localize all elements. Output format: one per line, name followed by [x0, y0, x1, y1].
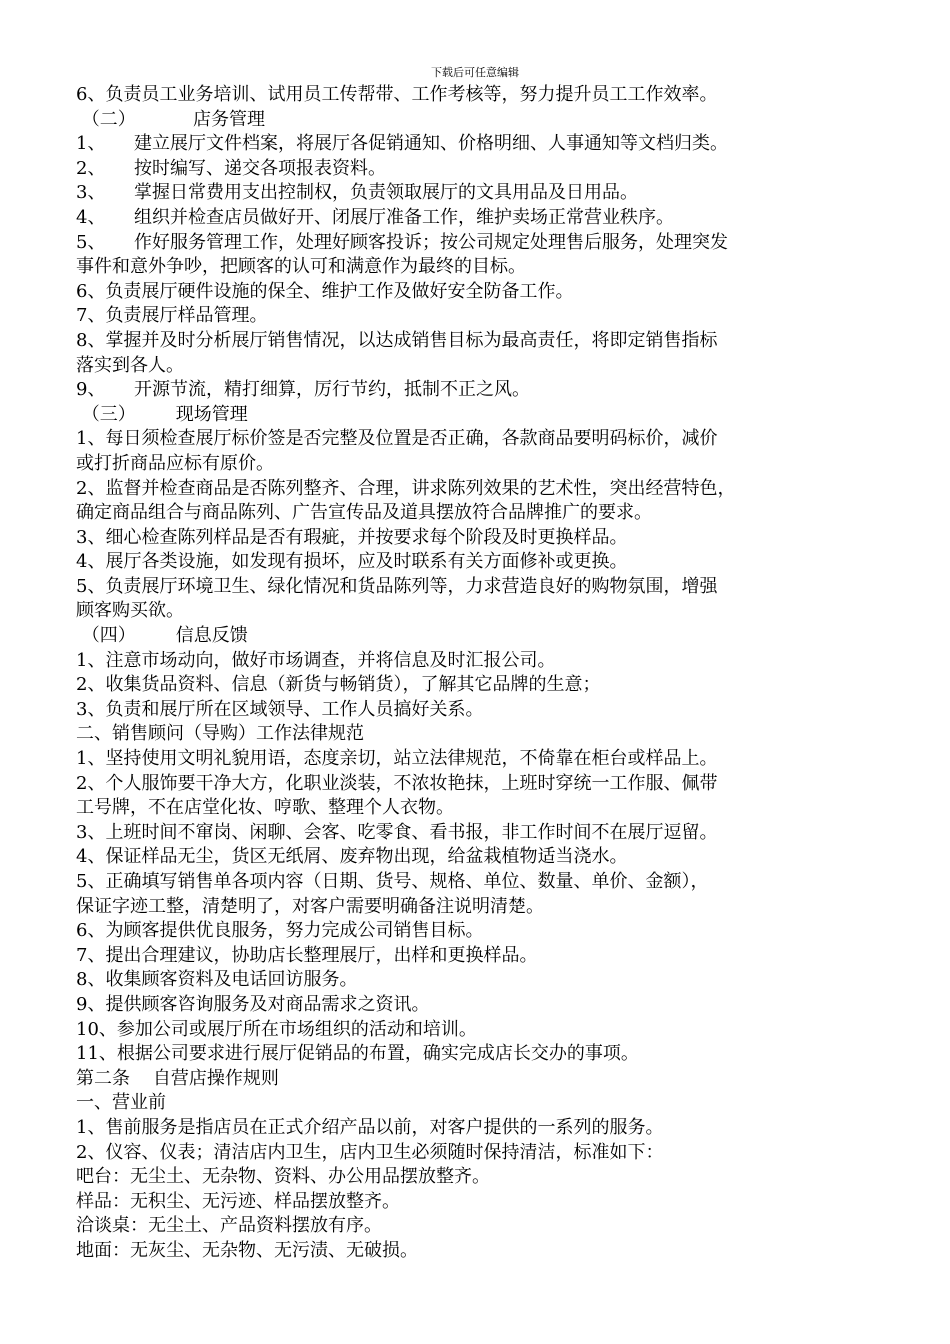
text-line: 9、提供顾客咨询服务及对商品需求之资讯。	[76, 993, 430, 1015]
text-line: 3、 掌握日常费用支出控制权，负责领取展厅的文具用品及日用品。	[76, 182, 639, 204]
section-heading: （三） 现场管理	[76, 403, 248, 425]
text-line: 5、负责展厅环境卫生、绿化情况和货品陈列等，力求营造良好的购物氛围，增强	[76, 575, 718, 597]
text-line: 4、保证样品无尘，货区无纸屑、废弃物出现，给盆栽植物适当浇水。	[76, 846, 628, 868]
text-line: 6、负责展厅硬件设施的保全、维护工作及做好安全防备工作。	[76, 280, 574, 302]
text-line: 2、收集货品资料、信息（新货与畅销货），了解其它品牌的生意；	[76, 674, 601, 696]
text-line: 工号牌，不在店堂化妆、哼歌、整理个人衣物。	[76, 797, 454, 819]
text-line: 2、个人服饰要干净大方，化职业淡装，不浓妆艳抹，上班时穿统一工作服、佩带	[76, 772, 718, 794]
text-line: 6、为顾客提供优良服务，努力完成公司销售目标。	[76, 920, 484, 942]
text-line: 7、提出合理建议，协助店长整理展厅，出样和更换样品。	[76, 944, 538, 966]
text-line: 1、坚持使用文明礼貌用语，态度亲切，站立法律规范，不倚靠在柜台或样品上。	[76, 748, 718, 770]
section-heading: （二） 店务管理	[76, 108, 265, 130]
text-line: 5、正确填写销售单各项内容（日期、货号、规格、单位、数量、单价、金额），	[76, 871, 709, 892]
text-line: 1、 建立展厅文件档案，将展厅各促销通知、价格明细、人事通知等文档归类。	[76, 133, 729, 155]
text-line: 2、监督并检查商品是否陈列整齐、合理，讲求陈列效果的艺术性，突出经营特色，	[76, 477, 736, 499]
text-line: 吧台：无尘土、无杂物、资料、办公用品摆放整齐。	[76, 1166, 490, 1188]
text-line: 6、负责员工业务培训、试用员工传帮带、工作考核等，努力提升员工工作效率。	[76, 84, 718, 105]
text-line: 4、展厅各类设施，如发现有损坏，应及时联系有关方面修补或更换。	[76, 551, 628, 573]
text-line: 10、参加公司或展厅所在市场组织的活动和培训。	[76, 1018, 477, 1040]
page-header: 下载后可任意编辑	[431, 66, 519, 79]
text-line: 1、售前服务是指店员在正式介绍产品以前，对客户提供的一系列的服务。	[76, 1116, 664, 1138]
text-line: 事件和意外争吵，把顾客的认可和满意作为最终的目标。	[76, 256, 526, 278]
text-line: 2、 按时编写、递交各项报表资料。	[76, 157, 387, 179]
text-line: 4、 组织并检查店员做好开、闭展厅准备工作，维护卖场正常营业秩序。	[76, 206, 675, 228]
section-heading: 一、营业前	[76, 1092, 166, 1114]
text-line: 8、掌握并及时分析展厅销售情况，以达成销售目标为最高责任，将即定销售指标	[76, 329, 718, 351]
text-line: 或打折商品应标有原价。	[76, 452, 274, 474]
text-line: 顾客购买欲。	[76, 600, 184, 622]
text-line: 5、 作好服务管理工作，处理好顾客投诉；按公司规定处理售后服务，处理突发	[76, 231, 729, 253]
text-line: 3、负责和展厅所在区域领导、工作人员搞好关系。	[76, 698, 484, 720]
text-line: 9、 开源节流，精打细算，厉行节约，抵制不正之风。	[76, 379, 531, 401]
text-line: 2、仪容、仪表；清洁店内卫生，店内卫生必须随时保持清洁，标准如下：	[76, 1141, 664, 1163]
section-heading: （四） 信息反馈	[76, 625, 248, 647]
text-line: 1、每日须检查展厅标价签是否完整及位置是否正确，各款商品要明码标价，减价	[76, 428, 718, 450]
section-heading: 第二条 自营店操作规则	[76, 1067, 279, 1089]
text-line: 3、细心检查陈列样品是否有瑕疵，并按要求每个阶段及时更换样品。	[76, 526, 628, 548]
text-line: 1、注意市场动向，做好市场调查，并将信息及时汇报公司。	[76, 649, 556, 671]
text-line: 落实到各人。	[76, 354, 184, 376]
text-line: 8、收集顾客资料及电话回访服务。	[76, 969, 358, 991]
text-line: 洽谈桌：无尘土、产品资料摆放有序。	[76, 1215, 382, 1237]
section-heading: 二、销售顾问（导购）工作法律规范	[76, 723, 364, 745]
text-line: 7、负责展厅样品管理。	[76, 305, 268, 327]
text-line: 11、根据公司要求进行展厅促销品的布置，确实完成店长交办的事项。	[76, 1043, 639, 1065]
text-line: 样品：无积尘、无污迹、样品摆放整齐。	[76, 1190, 400, 1212]
text-line: 保证字迹工整，清楚明了，对客户需要明确备注说明清楚。	[76, 895, 544, 917]
text-line: 3、上班时间不窜岗、闲聊、会客、吃零食、看书报，非工作时间不在展厅逗留。	[76, 821, 718, 843]
text-line: 确定商品组合与商品陈列、广告宣传品及道具摆放符合品牌推广的要求。	[76, 502, 652, 524]
text-line: 地面：无灰尘、无杂物、无污渍、无破损。	[76, 1239, 418, 1261]
document-body	[76, 83, 876, 1264]
